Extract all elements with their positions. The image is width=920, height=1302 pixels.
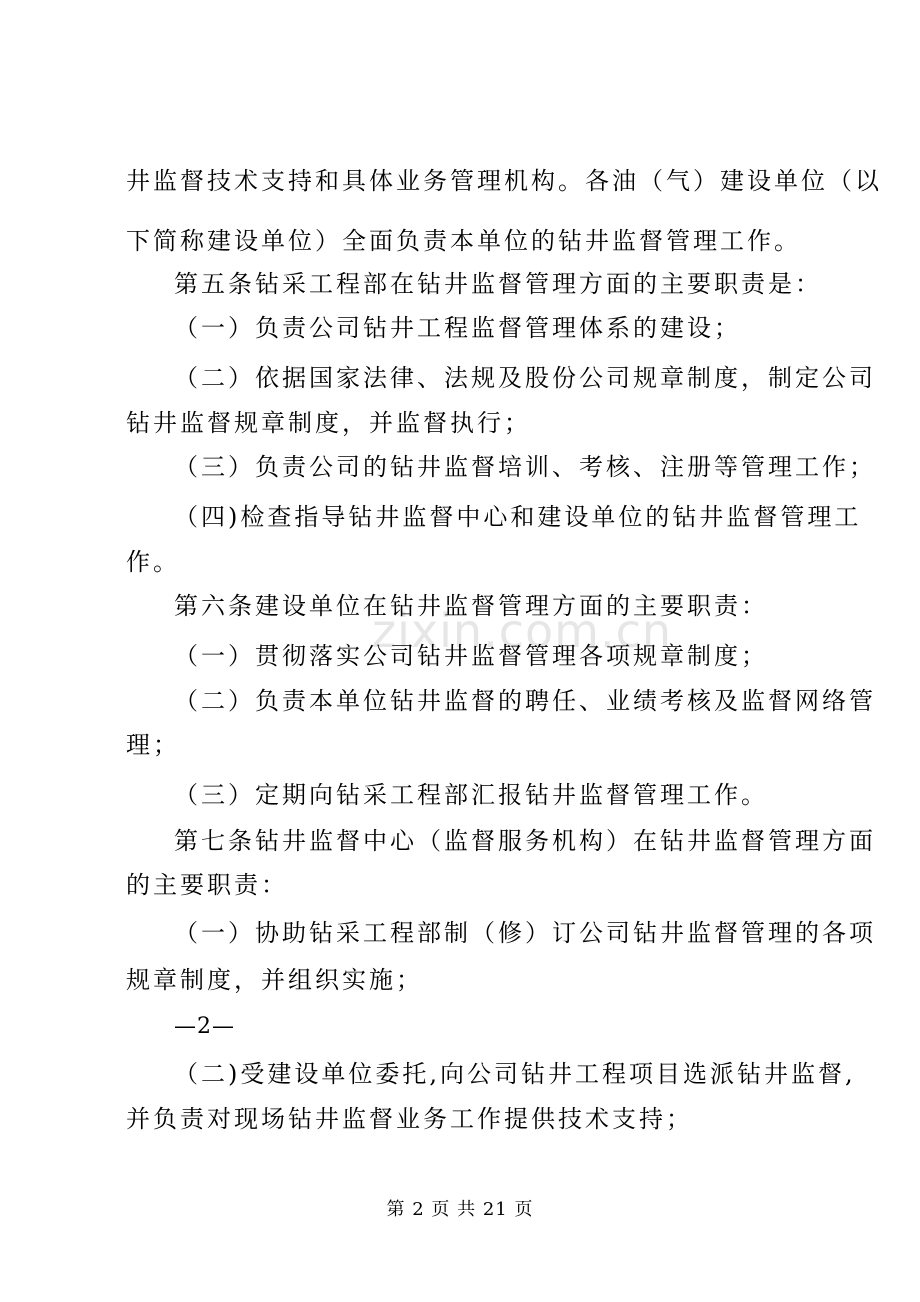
- text-line: 第七条钻井监督中心（监督服务机构）在钻井监督管理方面: [174, 827, 876, 855]
- text-line: （二)受建设单位委托,向公司钻井工程项目选派钻井监督,: [174, 1060, 856, 1088]
- page-footer: 第 2 页 共 21 页: [386, 1199, 534, 1220]
- text-line: 下简称建设单位）全面负责本单位的钻井监督管理工作。: [126, 227, 801, 255]
- text-line: 第五条钻采工程部在钻井监督管理方面的主要职责是：: [174, 270, 822, 298]
- text-line: 并负责对现场钻井监督业务工作提供技术支持；: [126, 1105, 693, 1133]
- text-line: （四)检查指导钻井监督中心和建设单位的钻井监督管理工: [174, 503, 862, 531]
- watermark: zixin.com.cn: [372, 604, 673, 658]
- text-line: （一）协助钻采工程部制（修）订公司钻井监督管理的各项: [174, 919, 876, 947]
- text-line: 理；: [126, 731, 180, 759]
- text-line: 规章制度，并组织实施；: [126, 966, 423, 994]
- text-line: （二）依据国家法律、法规及股份公司规章制度，制定公司: [174, 364, 876, 392]
- text-line: （一）贯彻落实公司钻井监督管理各项规章制度；: [174, 642, 768, 670]
- text-line: 作。: [126, 548, 180, 576]
- text-line: （三）定期向钻采工程部汇报钻井监督管理工作。: [174, 781, 768, 809]
- text-line: 钻井监督规章制度，并监督执行；: [126, 409, 531, 437]
- text-line: （二）负责本单位钻井监督的聘任、业绩考核及监督网络管: [174, 687, 876, 715]
- text-line: （一）负责公司钻井工程监督管理体系的建设；: [174, 314, 741, 342]
- text-line: 井监督技术支持和具体业务管理机构。各油（气）建设单位（以: [126, 167, 882, 195]
- page-marker: —2—: [174, 1014, 235, 1039]
- text-line: 第六条建设单位在钻井监督管理方面的主要职责：: [174, 592, 768, 620]
- text-line: 的主要职责：: [126, 871, 288, 899]
- text-line: （三）负责公司的钻井监督培训、考核、注册等管理工作；: [174, 453, 876, 481]
